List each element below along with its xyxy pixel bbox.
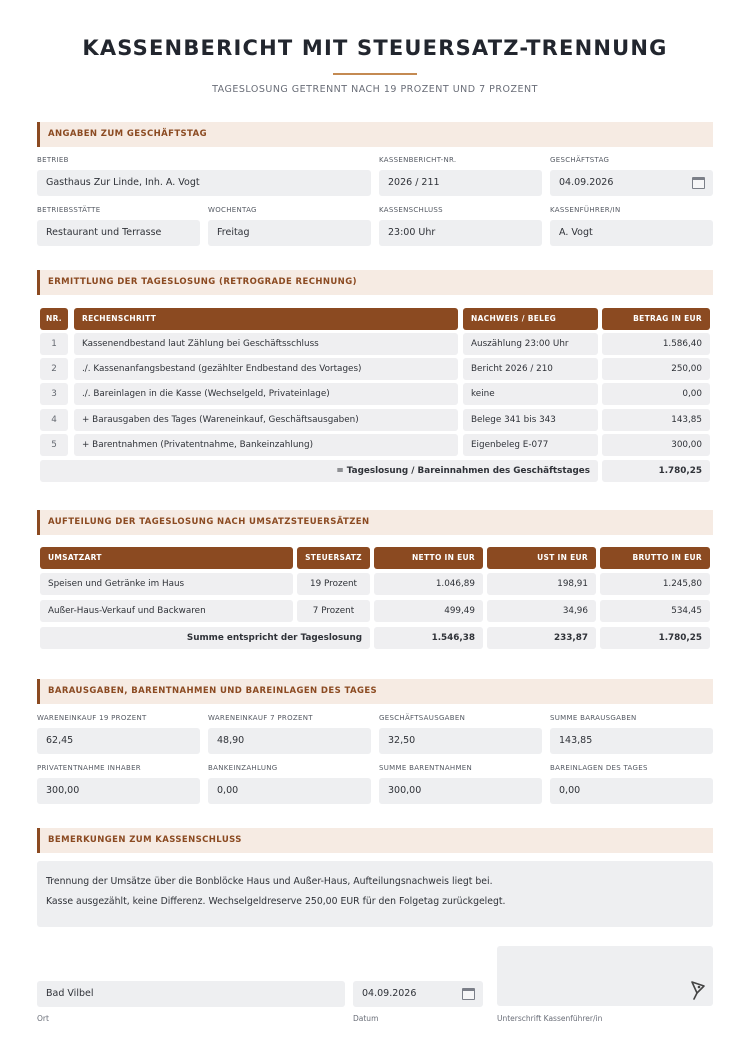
table-row-ust: 198,91 bbox=[487, 573, 596, 595]
summe-barausgaben-field[interactable]: 143,85 bbox=[550, 728, 713, 754]
section-heading-barausgaben: BARAUSGABEN, BARENTNAHMEN UND BAREINLAGEN DES TAGES bbox=[37, 679, 713, 704]
table-row-nr: 5 bbox=[40, 434, 68, 456]
wareneinkauf-19-label: WARENEINKAUF 19 PROZENT bbox=[37, 714, 147, 722]
column-header-rechenschritt: RECHENSCHRITT bbox=[74, 308, 458, 330]
ort-label: Ort bbox=[37, 1014, 49, 1023]
tageslosung-total-value: 1.780,25 bbox=[602, 460, 710, 482]
table-row-nr: 3 bbox=[40, 383, 68, 405]
table-row-netto: 499,49 bbox=[374, 600, 483, 622]
table-row-beleg: Bericht 2026 / 210 bbox=[463, 358, 598, 380]
bankeinzahlung-field[interactable]: 0,00 bbox=[208, 778, 371, 804]
table-row-betrag: 0,00 bbox=[602, 383, 710, 405]
table-row-brutto: 1.245,80 bbox=[600, 573, 710, 595]
section-heading-aufteilung: AUFTEILUNG DER TAGESLOSUNG NACH UMSATZSTEUERSÄTZEN bbox=[37, 510, 713, 535]
column-header-steuersatz: STEUERSATZ bbox=[297, 547, 370, 569]
calendar-icon[interactable] bbox=[692, 177, 705, 189]
column-header-nachweis: NACHWEIS / BELEG bbox=[463, 308, 598, 330]
section-heading-angaben: ANGABEN ZUM GESCHÄFTSTAG bbox=[37, 122, 713, 147]
ort-field[interactable]: Bad Vilbel bbox=[37, 981, 345, 1007]
kassenfuehrer-label: KASSENFÜHRER/IN bbox=[550, 206, 621, 214]
column-header-ust: UST IN EUR bbox=[487, 547, 596, 569]
signature-pad[interactable] bbox=[497, 946, 713, 1006]
summe-netto: 1.546,38 bbox=[374, 627, 483, 649]
betriebsstaette-label: BETRIEBSSTÄTTE bbox=[37, 206, 101, 214]
kassenfuehrer-field[interactable]: A. Vogt bbox=[550, 220, 713, 246]
table-row-nr: 1 bbox=[40, 333, 68, 355]
page-title: KASSENBERICHT MIT STEUERSATZ-TRENNUNG bbox=[82, 36, 668, 60]
betrieb-field[interactable]: Gasthaus Zur Linde, Inh. A. Vogt bbox=[37, 170, 371, 196]
table-row-betrag: 250,00 bbox=[602, 358, 710, 380]
privatentnahme-label: PRIVATENTNAHME INHABER bbox=[37, 764, 141, 772]
kassenschluss-label: KASSENSCHLUSS bbox=[379, 206, 443, 214]
geschaeftstag-value: 04.09.2026 bbox=[559, 177, 614, 188]
bemerkungen-textarea[interactable] bbox=[37, 861, 713, 927]
table-row-beleg: keine bbox=[463, 383, 598, 405]
table-row-rechenschritt: ./. Bareinlagen in die Kasse (Wechselgeld, Privateinlage) bbox=[74, 383, 458, 405]
datum-value: 04.09.2026 bbox=[362, 988, 417, 999]
table-row-nr: 2 bbox=[40, 358, 68, 380]
table-row-ust: 34,96 bbox=[487, 600, 596, 622]
table-row-netto: 1.046,89 bbox=[374, 573, 483, 595]
geschaeftsausgaben-field[interactable]: 32,50 bbox=[379, 728, 542, 754]
bericht-nr-field[interactable]: 2026 / 211 bbox=[379, 170, 542, 196]
bemerkung-line-2: Kasse ausgezählt, keine Differenz. Wechselgeldreserve 250,00 EUR für den Folgetag zurückgelegt. bbox=[46, 896, 506, 907]
summe-label: Summe entspricht der Tageslosung bbox=[40, 627, 370, 649]
datum-label: Datum bbox=[353, 1014, 379, 1023]
geschaeftsausgaben-label: GESCHÄFTSAUSGABEN bbox=[379, 714, 466, 722]
betrieb-label: BETRIEB bbox=[37, 156, 69, 164]
kassenschluss-field[interactable]: 23:00 Uhr bbox=[379, 220, 542, 246]
bankeinzahlung-label: BANKEINZAHLUNG bbox=[208, 764, 278, 772]
column-header-netto: NETTO IN EUR bbox=[374, 547, 483, 569]
geschaeftstag-label: GESCHÄFTSTAG bbox=[550, 156, 610, 164]
table-row-brutto: 534,45 bbox=[600, 600, 710, 622]
table-row-beleg: Belege 341 bis 343 bbox=[463, 409, 598, 431]
calendar-icon[interactable] bbox=[462, 988, 475, 1000]
unterschrift-label: Unterschrift Kassenführer/in bbox=[497, 1014, 603, 1023]
summe-ust: 233,87 bbox=[487, 627, 596, 649]
signature-pen-icon bbox=[689, 980, 707, 1000]
bemerkung-line-1: Trennung der Umsätze über die Bonblöcke Haus und Außer-Haus, Aufteilungsnachweis liegt bei. bbox=[46, 876, 493, 887]
geschaeftstag-field[interactable] bbox=[550, 170, 713, 196]
wareneinkauf-7-label: WARENEINKAUF 7 PROZENT bbox=[208, 714, 313, 722]
table-row-steuersatz: 7 Prozent bbox=[297, 600, 370, 622]
table-row-rechenschritt: + Barentnahmen (Privatentnahme, Bankeinzahlung) bbox=[74, 434, 458, 456]
table-row-rechenschritt: Kassenendbestand laut Zählung bei Geschäftsschluss bbox=[74, 333, 458, 355]
summe-barentnahmen-field[interactable]: 300,00 bbox=[379, 778, 542, 804]
summe-brutto: 1.780,25 bbox=[600, 627, 710, 649]
bericht-nr-label: KASSENBERICHT-NR. bbox=[379, 156, 457, 164]
wareneinkauf-7-field[interactable]: 48,90 bbox=[208, 728, 371, 754]
title-divider bbox=[333, 73, 417, 75]
table-row-umsatzart: Speisen und Getränke im Haus bbox=[40, 573, 293, 595]
column-header-betrag: BETRAG IN EUR bbox=[602, 308, 710, 330]
datum-field[interactable] bbox=[353, 981, 483, 1007]
table-row-umsatzart: Außer-Haus-Verkauf und Backwaren bbox=[40, 600, 293, 622]
page-subtitle: TAGESLOSUNG GETRENNT NACH 19 PROZENT UND 7 PROZENT bbox=[212, 84, 538, 95]
column-header-nr: NR. bbox=[40, 308, 68, 330]
table-row-rechenschritt: ./. Kassenanfangsbestand (gezählter Endbestand des Vortages) bbox=[74, 358, 458, 380]
bareinlagen-label: BAREINLAGEN DES TAGES bbox=[550, 764, 648, 772]
table-row-betrag: 143,85 bbox=[602, 409, 710, 431]
column-header-brutto: BRUTTO IN EUR bbox=[600, 547, 710, 569]
table-row-steuersatz: 19 Prozent bbox=[297, 573, 370, 595]
table-row-rechenschritt: + Barausgaben des Tages (Wareneinkauf, Geschäftsausgaben) bbox=[74, 409, 458, 431]
column-header-umsatzart: UMSATZART bbox=[40, 547, 293, 569]
summe-barausgaben-label: SUMME BARAUSGABEN bbox=[550, 714, 637, 722]
table-row-beleg: Auszählung 23:00 Uhr bbox=[463, 333, 598, 355]
table-row-betrag: 300,00 bbox=[602, 434, 710, 456]
table-row-betrag: 1.586,40 bbox=[602, 333, 710, 355]
bareinlagen-field[interactable]: 0,00 bbox=[550, 778, 713, 804]
privatentnahme-field[interactable]: 300,00 bbox=[37, 778, 200, 804]
betriebsstaette-field[interactable]: Restaurant und Terrasse bbox=[37, 220, 200, 246]
tageslosung-total-label: = Tageslosung / Bareinnahmen des Geschäftstages bbox=[40, 460, 598, 482]
wochentag-label: WOCHENTAG bbox=[208, 206, 257, 214]
section-heading-bemerkungen: BEMERKUNGEN ZUM KASSENSCHLUSS bbox=[37, 828, 713, 853]
wochentag-field[interactable]: Freitag bbox=[208, 220, 371, 246]
summe-barentnahmen-label: SUMME BARENTNAHMEN bbox=[379, 764, 473, 772]
section-heading-ermittlung: ERMITTLUNG DER TAGESLOSUNG (RETROGRADE RECHNUNG) bbox=[37, 270, 713, 295]
table-row-beleg: Eigenbeleg E-077 bbox=[463, 434, 598, 456]
table-row-nr: 4 bbox=[40, 409, 68, 431]
wareneinkauf-19-field[interactable]: 62,45 bbox=[37, 728, 200, 754]
